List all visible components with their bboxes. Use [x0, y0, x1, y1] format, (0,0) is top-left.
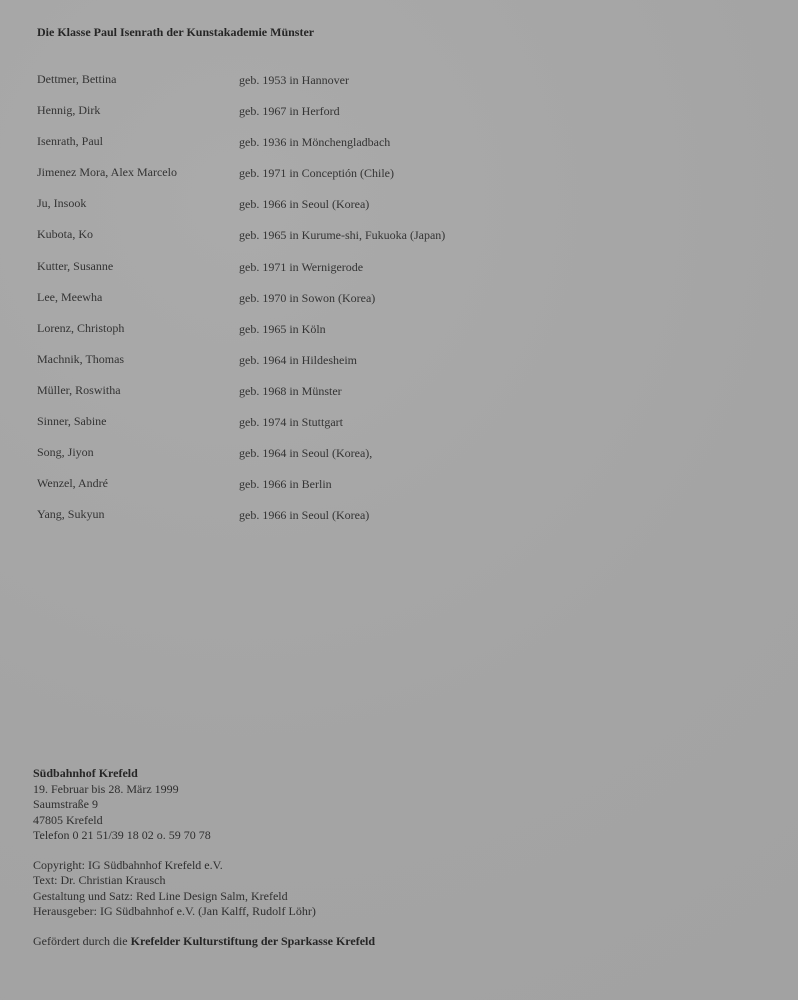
- list-item: [37, 290, 637, 321]
- list-item: [37, 414, 637, 445]
- artist-name: Ju, Insook: [37, 196, 87, 211]
- list-item: [37, 227, 637, 258]
- artist-birth-info: geb. 1966 in Seoul (Korea): [239, 508, 370, 523]
- copyright-line: Copyright: IG Südbahnhof Krefeld e.V.: [33, 857, 223, 872]
- artist-birth-info: geb. 1965 in Köln: [239, 321, 326, 336]
- artist-birth-info: geb. 1936 in Mönchengladbach: [239, 135, 391, 150]
- artist-name: Isenrath, Paul: [37, 134, 103, 149]
- sponsor-prefix: Gefördert durch die: [33, 933, 128, 948]
- list-item: [37, 259, 637, 290]
- artist-birth-info: geb. 1965 in Kurume-shi, Fukuoka (Japan): [239, 228, 446, 243]
- list-item: [37, 165, 637, 196]
- spacer: [33, 920, 375, 934]
- list-item: [37, 196, 637, 227]
- artist-name: Hennig, Dirk: [37, 103, 101, 118]
- artist-name: Kutter, Susanne: [37, 258, 114, 273]
- sponsor-organization: Krefelder Kulturstiftung der Sparkasse Krefeld: [130, 933, 376, 948]
- list-item: [37, 383, 637, 414]
- artist-name: Yang, Sukyun: [37, 507, 105, 522]
- list-item: [37, 476, 637, 507]
- list-item: [37, 352, 637, 383]
- artist-birth-info: geb. 1974 in Stuttgart: [239, 415, 343, 430]
- artist-birth-info: geb. 1966 in Berlin: [239, 477, 332, 492]
- colophon: [33, 766, 375, 949]
- artist-birth-info: geb. 1967 in Herford: [239, 104, 340, 119]
- artist-birth-info: geb. 1953 in Hannover: [239, 73, 349, 87]
- exhibition-dates: 19. Februar bis 28. März 1999: [33, 781, 179, 796]
- artist-name: Wenzel, André: [37, 476, 109, 491]
- artist-name: Lee, Meewha: [37, 289, 103, 304]
- venue-name: Südbahnhof Krefeld: [33, 766, 138, 780]
- artist-name: Kubota, Ko: [37, 227, 93, 242]
- artist-birth-info: geb. 1964 in Seoul (Korea),: [239, 446, 373, 461]
- sponsor-line: [33, 934, 375, 950]
- venue-phone: Telefon 0 21 51/39 18 02 o. 59 70 78: [33, 828, 211, 842]
- artist-birth-info: geb. 1970 in Sowon (Korea): [239, 290, 376, 305]
- artist-name: Dettmer, Bettina: [37, 72, 117, 86]
- artist-birth-info: geb. 1964 in Hildesheim: [239, 352, 357, 367]
- page-title: Die Klasse Paul Isenrath der Kunstakademie Münster: [37, 25, 315, 39]
- text-credit: Text: Dr. Christian Krausch: [33, 873, 166, 887]
- design-credit: Gestaltung und Satz: Red Line Design Salm, Krefeld: [33, 888, 288, 903]
- artist-birth-info: geb. 1971 in Conceptión (Chile): [239, 166, 394, 181]
- publisher-credit: Herausgeber: IG Südbahnhof e.V. (Jan Kalff, Rudolf Löhr): [33, 904, 316, 918]
- artist-birth-info: geb. 1968 in Münster: [239, 383, 342, 398]
- artist-birth-info: geb. 1971 in Wernigerode: [239, 259, 364, 274]
- artist-name: Müller, Roswitha: [37, 382, 121, 397]
- spacer: [33, 844, 375, 858]
- venue-city: 47805 Krefeld: [33, 812, 103, 827]
- artist-name: Machnik, Thomas: [37, 351, 125, 366]
- list-item: [37, 507, 637, 538]
- list-item: [37, 134, 637, 165]
- artist-name: Sinner, Sabine: [37, 414, 107, 429]
- artist-name: Song, Jiyon: [37, 445, 94, 460]
- list-item: [37, 72, 637, 103]
- list-item: [37, 321, 637, 352]
- artist-name: Lorenz, Christoph: [37, 320, 125, 335]
- artist-birth-info: geb. 1966 in Seoul (Korea): [239, 197, 370, 212]
- artist-name: Jimenez Mora, Alex Marcelo: [37, 165, 177, 180]
- venue-street: Saumstraße 9: [33, 797, 98, 811]
- artist-list: [37, 72, 637, 538]
- list-item: [37, 103, 637, 134]
- list-item: [37, 445, 637, 476]
